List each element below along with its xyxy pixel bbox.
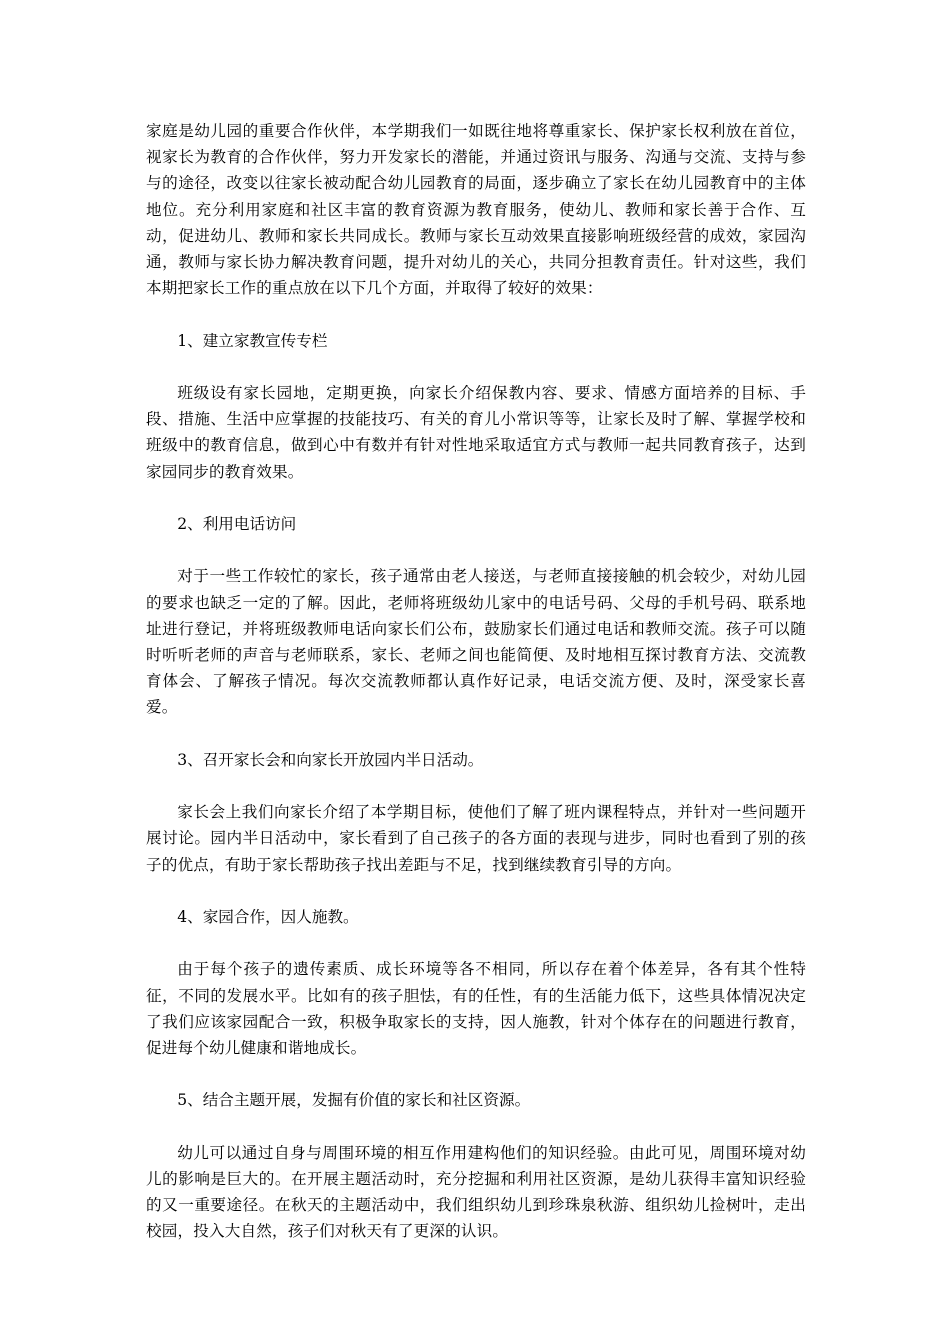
intro-paragraph: 家庭是幼儿园的重要合作伙伴，本学期我们一如既往地将尊重家长、保护家长权利放在首位，视家长为教育的合作伙伴，努力开发家长的潜能，并通过资讯与服务、沟通与交流、支持与参与的途径，改变以往家长被动配合幼儿园教育的局面，逐步确立了家长在幼儿园教育中的主体地位。充分利用家庭和社区丰富的教育资源为教育服务，使幼儿、教师和家长善于合作、互动，促进幼儿、教师和家长共同成长。教师与家长互动效果直接影响班级经营的成效，家园沟通，教师与家长协力解决教育问题，提升对幼儿的关心，共同分担教育责任。针对这些，我们本期把家长工作的重点放在以下几个方面，并取得了较好的效果： xyxy=(146,122,806,298)
section-heading-1: 1、建立家教宣传专栏 xyxy=(177,331,328,350)
paragraph-gap xyxy=(146,354,806,380)
section-heading-2: 2、利用电话访问 xyxy=(177,515,297,533)
section-heading-3: 3、召开家长会和向家长开放园内半日活动。 xyxy=(177,750,484,769)
section-body-3: 家长会上我们向家长介绍了本学期目标，使他们了解了班内课程特点，并针对一些问题开展讨论。园内半日活动中，家长看到了自己孩子的各方面的表现与进步，同时也看到了别的孩子的优点，有助于家长帮助孩子找出差距与不足，找到继续教育引导的方向。 xyxy=(146,803,806,874)
section-body-4: 由于每个孩子的遗传素质、成长环境等各不相同，所以存在着个体差异，各有其个性特征，不同的发展水平。比如有的孩子胆怯，有的任性，有的生活能力低下，这些具体情况决定了我们应该家园配合一致，积极争取家长的支持，因人施教，针对个体存在的问题进行教育，促进每个幼儿健康和谐地成长。 xyxy=(146,960,806,1057)
paragraph-gap xyxy=(146,485,806,511)
paragraph-gap xyxy=(146,878,806,904)
section-body-2: 对于一些工作较忙的家长，孩子通常由老人接送，与老师直接接触的机会较少，对幼儿园的要求也缺乏一定的了解。因此，老师将班级幼儿家中的电话号码、父母的手机号码、联系地址进行登记，并将班级教师电话向家长们公布，鼓励家长们通过电话和教师交流。孩子可以随时听听老师的声音与老师联系，家长、老师之间也能简便、及时地相互探讨教育方法、交流教育体会、了解孩子情况。每次交流教师都认真作好记录，电话交流方便、及时，深受家长喜爱。 xyxy=(146,567,806,717)
section-body-5: 幼儿可以通过自身与周围环境的相互作用建构他们的知识经验。由此可见，周围环境对幼儿的影响是巨大的。在开展主题活动时，充分挖掘和利用社区资源，是幼儿获得丰富知识经验的又一重要途径。在秋天的主题活动中，我们组织幼儿到珍珠泉秋游、组织幼儿捡树叶，走出校园，投入大自然，孩子们对秋天有了更深的认识。 xyxy=(146,1143,806,1241)
paragraph-gap xyxy=(146,1061,806,1087)
paragraph-gap xyxy=(146,301,806,327)
paragraph-gap xyxy=(146,721,806,747)
section-body-1: 班级设有家长园地，定期更换，向家长介绍保教内容、要求、情感方面培养的目标、手段、措施、生活中应掌握的技能技巧、有关的育儿小常识等等，让家长及时了解、掌握学校和班级中的教育信息，做到心中有数并有针对性地采取适宜方式与教师一起共同教育孩子，达到家园同步的教育效果。 xyxy=(146,384,806,481)
document-page xyxy=(146,118,806,1245)
paragraph-gap xyxy=(146,537,806,563)
paragraph-gap xyxy=(146,1114,806,1140)
paragraph-gap xyxy=(146,930,806,956)
paragraph-gap xyxy=(146,773,806,799)
section-heading-4: 4、家园合作，因人施教。 xyxy=(177,907,359,926)
section-heading-5: 5、结合主题开展，发掘有价值的家长和社区资源。 xyxy=(177,1091,531,1110)
